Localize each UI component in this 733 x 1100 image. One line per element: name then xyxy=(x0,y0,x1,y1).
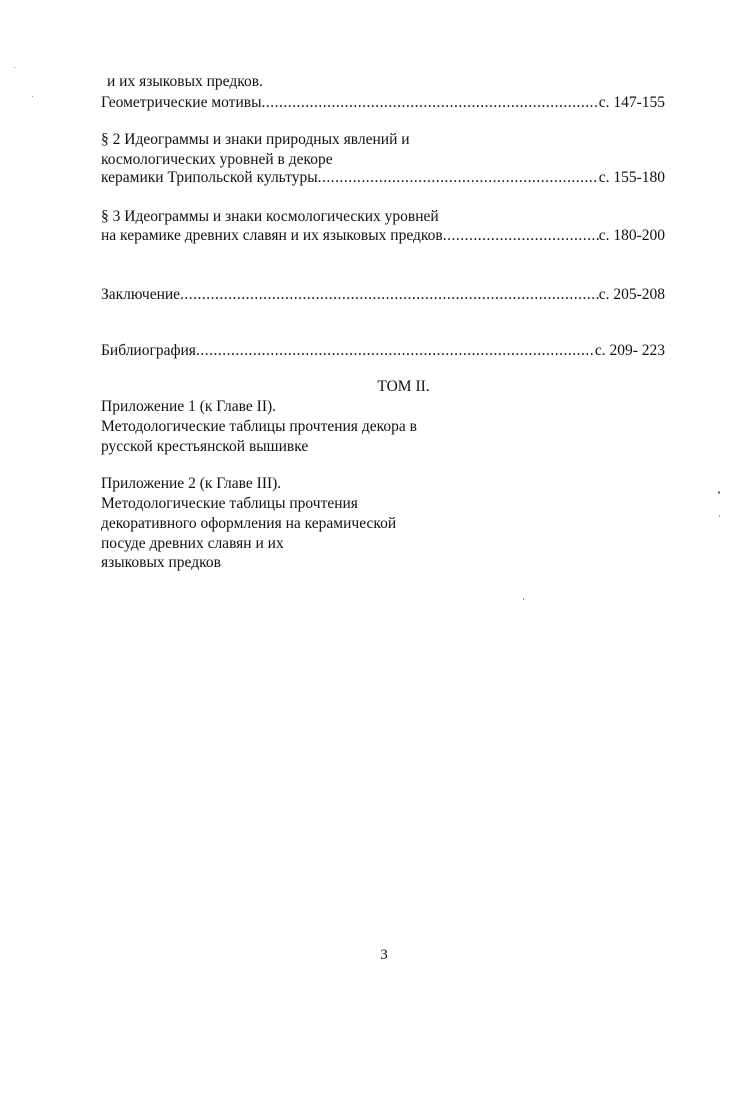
toc-entry-title: Геометрические мотивы xyxy=(101,94,262,111)
toc-entry-title: Заключение xyxy=(101,286,181,303)
toc-line-ch3-tail: и их языковых предков. xyxy=(107,73,263,90)
toc-entry-geometric xyxy=(101,93,665,113)
toc-entry-title: керамики Трипольской культуры xyxy=(101,169,318,186)
appendix2-title: Приложение 2 (к Главе III). xyxy=(101,475,282,492)
toc-page-range: с. 180-200 xyxy=(598,227,665,244)
appendix2-line4: языковых предков xyxy=(101,554,221,571)
toc-sec3-line1: § 3 Идеограммы и знаки космологических уровней xyxy=(101,208,439,225)
scan-speck xyxy=(523,598,524,600)
scan-speck xyxy=(719,515,720,517)
toc-entry-conclusion xyxy=(101,285,665,305)
appendix2-line1: Методологические таблицы прочтения xyxy=(101,495,358,512)
appendix1-title: Приложение 1 (к Главе II). xyxy=(101,398,277,415)
scan-speck xyxy=(14,67,15,68)
toc-page-range: с. 147-155 xyxy=(598,94,665,111)
toc-sec2-line1: § 2 Идеограммы и знаки природных явлений и xyxy=(101,131,410,148)
toc-page-range: с. 205-208 xyxy=(598,286,665,303)
toc-page-range: с. 209- 223 xyxy=(594,342,665,359)
toc-sec2-line2: космологических уровней в декоре xyxy=(101,151,333,168)
toc-leader-dots xyxy=(196,341,595,361)
toc-entry-title: на керамике древних славян и их языковых предков xyxy=(101,227,443,244)
appendix2-line3: посуде древних славян и их xyxy=(101,535,284,552)
toc-entry-sec3 xyxy=(101,226,665,246)
toc-leader-dots xyxy=(262,93,599,113)
toc-entry-sec2 xyxy=(101,168,665,188)
appendix1-line1: Методологические таблицы прочтения декора в xyxy=(101,418,417,435)
toc-leader-dots xyxy=(443,226,599,246)
scan-speck xyxy=(32,96,33,97)
page-number: 3 xyxy=(380,947,388,963)
scan-speck xyxy=(718,491,720,494)
toc-entry-bibliography xyxy=(101,341,665,361)
volume-heading: ТОМ II. xyxy=(377,378,430,395)
appendix1-line2: русской крестьянской вышивке xyxy=(101,438,309,455)
toc-leader-dots xyxy=(318,168,599,188)
toc-page-range: с. 155-180 xyxy=(598,169,665,186)
toc-entry-title: Библиография xyxy=(101,342,196,359)
appendix2-line2: декоративного оформления на керамической xyxy=(101,515,397,532)
toc-leader-dots xyxy=(180,285,599,305)
